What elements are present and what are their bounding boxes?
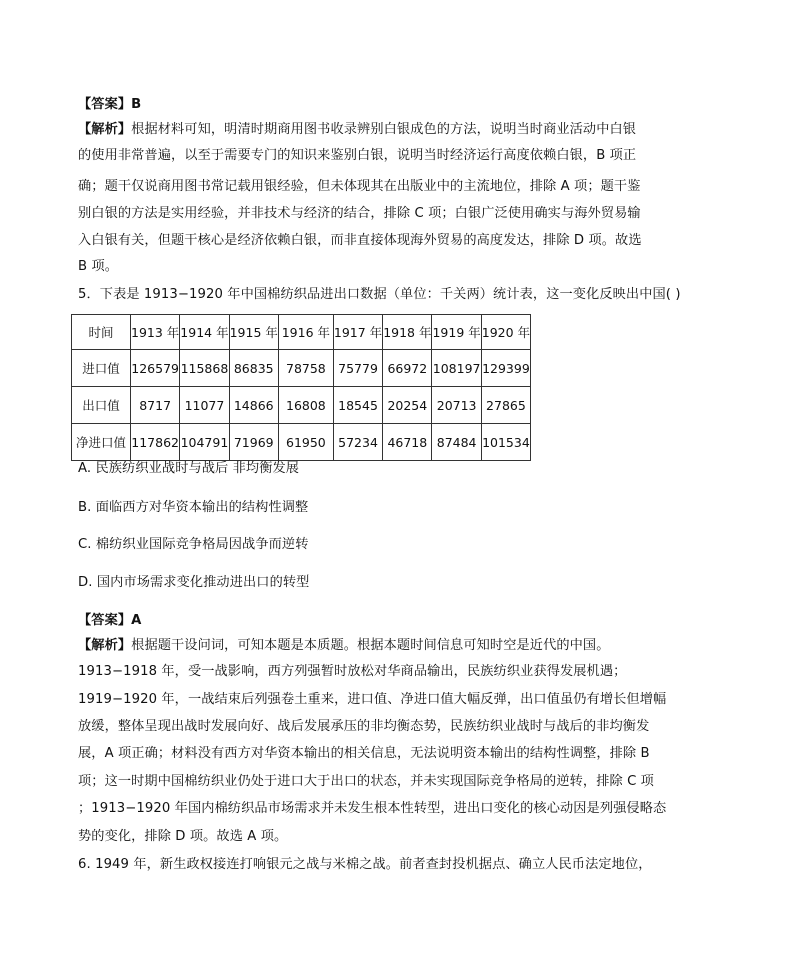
q6-stem: 6. 1949 年，新生政权接连打响银元之战与米棉之战。前者查封投机据点、确立人民币法定地位， <box>78 857 652 872</box>
table-cell: 129399 <box>481 350 530 387</box>
answer-value: B <box>131 97 142 112</box>
table-header-cell: 1917 年 <box>333 315 382 350</box>
q5-analysis-line-7: ；1913−1920 年国内棉纺织品市场需求并未发生根本性转型，进出口变化的核心动因是列强侵略态 <box>78 801 667 816</box>
q4-analysis-line-6: B 项。 <box>78 259 119 274</box>
table-header-cell: 时间 <box>72 315 131 350</box>
table-header-cell: 1914 年 <box>180 315 229 350</box>
table-cell: 75779 <box>333 350 382 387</box>
table-header-cell: 1918 年 <box>383 315 432 350</box>
table-header-cell: 1915 年 <box>229 315 278 350</box>
q5-answer <box>78 613 141 629</box>
table-cell: 115868 <box>180 350 229 387</box>
answer-value: A <box>131 613 142 628</box>
table-cell: 78758 <box>278 350 333 387</box>
analysis-text: 根据材料可知，明清时期商用图书收录辨别白银成色的方法，说明当时商业活动中白银 <box>131 122 637 137</box>
analysis-tag: 【解析】 <box>78 122 132 137</box>
trade-data-table <box>71 314 531 461</box>
analysis-tag: 【解析】 <box>78 638 132 653</box>
q5-analysis-line-3: 1919−1920 年，一战结束后列强卷土重来，进口值、净进口值大幅反弹，出口值虽仍有增长但增幅 <box>78 692 667 707</box>
table-cell: 11077 <box>180 387 229 424</box>
q5-option-a: A. 民族纺织业战时与战后 非均衡发展 <box>78 461 300 476</box>
q5-analysis-line-4: 放缓，整体呈现出战时发展向好、战后发展承压的非均衡态势，民族纺织业战时与战后的非均衡发 <box>78 719 650 734</box>
table-header-cell: 1919 年 <box>432 315 481 350</box>
table-cell: 20713 <box>432 387 481 424</box>
table-cell: 18545 <box>333 387 382 424</box>
answer-tag: 【答案】 <box>78 97 132 112</box>
table-cell: 86835 <box>229 350 278 387</box>
table-cell: 57234 <box>333 424 382 461</box>
table-cell: 87484 <box>432 424 481 461</box>
q4-answer <box>78 97 141 113</box>
table-cell: 进口值 <box>72 350 131 387</box>
table-cell: 61950 <box>278 424 333 461</box>
q4-analysis-line-4: 别白银的方法是实用经验，并非技术与经济的结合，排除 C 项；白银广泛使用确实与海外贸易输 <box>78 206 641 221</box>
q5-option-d: D. 国内市场需求变化推动进出口的转型 <box>78 575 310 590</box>
table-cell: 20254 <box>383 387 432 424</box>
q4-analysis-line-2: 的使用非常普遍，以至于需要专门的知识来鉴别白银，说明当时经济运行高度依赖白银，B 项正 <box>78 148 637 163</box>
table-cell: 8717 <box>131 387 180 424</box>
q5-analysis-line-8: 势的变化，排除 D 项。故选 A 项。 <box>78 829 288 844</box>
table-cell: 71969 <box>229 424 278 461</box>
table-cell: 46718 <box>383 424 432 461</box>
table-cell: 出口值 <box>72 387 131 424</box>
table-cell: 净进口值 <box>72 424 131 461</box>
q5-stem: 5．下表是 1913−1920 年中国棉纺织品进出口数据（单位：千关两）统计表，这一变化反映出中国( ) <box>78 287 681 302</box>
table-row <box>72 424 531 461</box>
q5-analysis-line-2: 1913−1918 年，受一战影响，西方列强暂时放松对华商品输出，民族纺织业获得发展机遇； <box>78 664 627 679</box>
table-cell: 104791 <box>180 424 229 461</box>
table-cell: 27865 <box>481 387 530 424</box>
q5-analysis-line-5: 展，A 项正确；材料没有西方对华资本输出的相关信息，无法说明资本输出的结构性调整，排除 B <box>78 746 650 761</box>
table-cell: 117862 <box>131 424 180 461</box>
table-cell: 66972 <box>383 350 432 387</box>
q5-analysis-line-1 <box>78 638 610 654</box>
analysis-text: 根据题干设问词，可知本题是本质题。根据本题时间信息可知时空是近代的中国。 <box>131 638 610 653</box>
q4-analysis-line-5: 入白银有关，但题干核心是经济依赖白银，而非直接体现海外贸易的高度发达，排除 D 项。故选 <box>78 233 642 248</box>
q5-option-c: C. 棉纺织业国际竞争格局因战争而逆转 <box>78 537 309 552</box>
table-cell: 101534 <box>481 424 530 461</box>
q5-analysis-line-6: 项；这一时期中国棉纺织业仍处于进口大于出口的状态，并未实现国际竞争格局的逆转，排除 C 项 <box>78 774 654 789</box>
table-header-row <box>72 315 531 350</box>
table-cell: 14866 <box>229 387 278 424</box>
table-row <box>72 350 531 387</box>
table-header-cell: 1920 年 <box>481 315 530 350</box>
q4-analysis-line-1 <box>78 122 636 138</box>
table-header-cell: 1913 年 <box>131 315 180 350</box>
q4-analysis-line-3: 确；题干仅说商用图书常记载用银经验，但未体现其在出版业中的主流地位，排除 A 项；题干鉴 <box>78 179 641 194</box>
table-cell: 16808 <box>278 387 333 424</box>
q5-option-b: B. 面临西方对华资本输出的结构性调整 <box>78 500 309 515</box>
table-cell: 126579 <box>131 350 180 387</box>
table-cell: 108197 <box>432 350 481 387</box>
table-row <box>72 387 531 424</box>
answer-tag: 【答案】 <box>78 613 132 628</box>
table-header-cell: 1916 年 <box>278 315 333 350</box>
